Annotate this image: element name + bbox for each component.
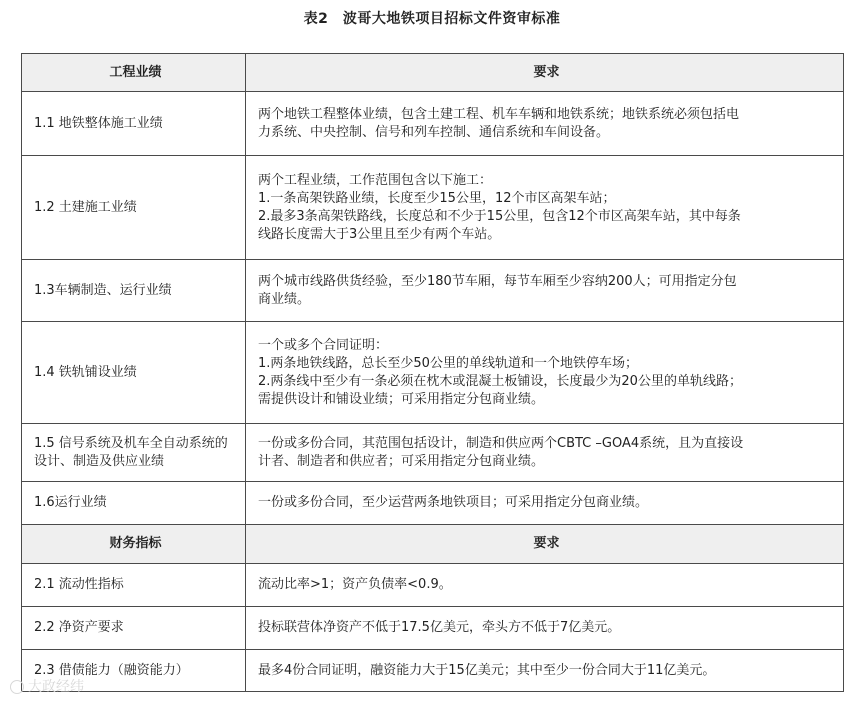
table-row: [22, 424, 844, 482]
header-requirement: 要求: [246, 525, 844, 564]
requirement-line: 两个工程业绩，工作范围包含以下施工：: [258, 172, 493, 188]
row-name: 1.4 铁轨铺设业绩: [22, 322, 246, 424]
header-requirement: 要求: [246, 54, 844, 92]
row-name: 1.1 地铁整体施工业绩: [22, 92, 246, 156]
table-row: [22, 260, 844, 322]
requirement-line: 一份或多份合同，至少运营两条地铁项目；可采用指定分包商业绩。: [258, 495, 649, 510]
requirement-line: 一份或多份合同，其范围包括设计，制造和供应两个CBTC –GOA4系统，且为直接设: [258, 435, 744, 451]
row-requirement: [246, 156, 844, 260]
table-row: [22, 607, 844, 650]
row-name-text: 1.5 信号系统及机车全自动系统的设计、制造及供应业绩: [34, 435, 228, 469]
row-requirement: [246, 607, 844, 650]
row-requirement: [246, 424, 844, 482]
row-name: 2.2 净资产要求: [22, 607, 246, 650]
table-row: [22, 322, 844, 424]
row-name: 1.2 土建施工业绩: [22, 156, 246, 260]
requirement-line: 流动比率>1；资产负债率<0.9。: [258, 577, 452, 592]
row-name: 1.6运行业绩: [22, 482, 246, 525]
row-name: 1.3车辆制造、运行业绩: [22, 260, 246, 322]
table-title: 表2 波哥大地铁项目招标文件资审标准: [303, 11, 561, 27]
requirement-line: 2.两条线中至少有一条必须在枕木或混凝土板铺设，长度最少为20公里的单轨线路；: [258, 373, 742, 389]
requirement-line: 一个或多个合同证明：: [258, 337, 389, 353]
row-name: [22, 424, 246, 482]
row-requirement: [246, 92, 844, 156]
table-row: [22, 156, 844, 260]
table-row: [22, 650, 844, 692]
header-finance: 财务指标: [22, 525, 246, 564]
row-name: 2.3 借债能力（融资能力）: [22, 650, 246, 692]
qualification-table: [21, 53, 844, 692]
watermark-logo-icon: [10, 680, 24, 694]
table-row: [22, 92, 844, 156]
requirement-line: 最多4份合同证明，融资能力大于15亿美元；其中至少一份合同大于11亿美元。: [258, 662, 716, 678]
table-row: [22, 564, 844, 607]
header-performance: 工程业绩: [22, 54, 246, 92]
row-requirement: [246, 650, 844, 692]
row-name: 2.1 流动性指标: [22, 564, 246, 607]
requirement-line: 1.一条高架铁路业绩，长度至少15公里，12个市区高架车站；: [258, 190, 616, 206]
requirement-line: 2.最多3条高架铁路线，长度总和不少于15公里，包含12个市区高架车站，其中每条: [258, 208, 741, 224]
requirement-line: 1.两条地铁线路，总长至少50公里的单线轨道和一个地铁停车场；: [258, 355, 638, 371]
requirement-line: 商业绩。: [258, 291, 311, 307]
row-requirement: [246, 322, 844, 424]
header-row-finance: [22, 525, 844, 564]
table-row: [22, 482, 844, 525]
requirement-line: 线路长度需大于3公里且至少有两个车站。: [258, 226, 501, 242]
row-requirement: [246, 482, 844, 525]
row-requirement: [246, 564, 844, 607]
requirement-line: 投标联营体净资产不低于17.5亿美元，牵头方不低于7亿美元。: [258, 620, 621, 635]
requirement-line: 两个地铁工程整体业绩，包含土建工程、机车车辆和地铁系统；地铁系统必须包括电: [258, 106, 740, 122]
header-row-performance: [22, 54, 844, 92]
requirement-line: 力系统、中央控制、信号和列车控制、通信系统和车间设备。: [258, 124, 610, 140]
row-requirement: [246, 260, 844, 322]
requirement-line: 两个城市线路供货经验，至少180节车厢，每节车厢至少容纳200人；可用指定分包: [258, 273, 737, 289]
watermark: [10, 676, 84, 696]
requirement-line: 计者、制造者和供应者；可采用指定分包商业绩。: [258, 453, 545, 469]
watermark-text: 大政经纬: [28, 679, 84, 695]
requirement-line: 需提供设计和铺设业绩；可采用指定分包商业绩。: [258, 391, 545, 407]
